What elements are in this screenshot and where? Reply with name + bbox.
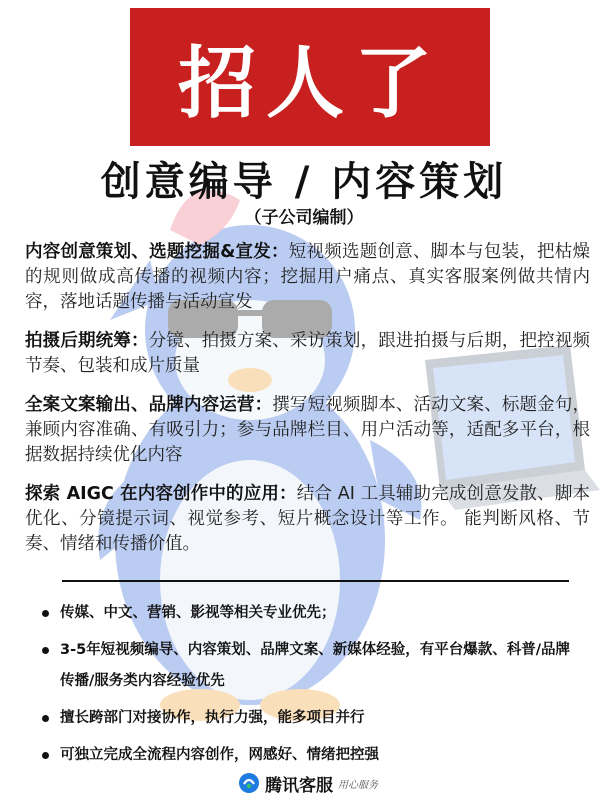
requirements-list [42,598,582,771]
footer-brand [238,770,378,796]
bullet-icon [42,647,49,654]
responsibility-lead: 内容创意策划、选题挖掘&宣发： [25,242,289,262]
bullet-icon [42,715,49,722]
responsibility-text: 撰写短视频脚本、活动文案、标题金句，兼顾内容准确、有吸引力；参与品牌栏目、用户活动等，适配多平台，根据数据持续优化内容 [25,395,591,465]
position-note: （子公司编制） [244,208,364,228]
bullet-icon [42,752,49,759]
requirement-text: 3-5年短视频编导、内容策划、品牌文案、新媒体经验，有平台爆款、科普/品牌传播/服务类内容经验优先 [60,642,570,689]
requirement-item [42,740,582,771]
responsibility-item [25,329,590,379]
requirement-text: 可独立完成全流程内容创作，网感好、情绪把控强 [60,747,379,763]
brand-name: 腾讯客服 [265,775,333,796]
requirement-item [42,635,582,697]
responsibility-lead: 拍摄后期统筹： [25,331,149,351]
responsibilities [25,240,590,571]
responsibility-item [25,240,590,315]
hiring-banner: 招人了 [130,8,490,146]
responsibility-text: 分镜、拍摄方案、采访策划，跟进拍摄与后期，把控视频节奏、包装和成片质量 [25,331,591,376]
requirement-item [42,703,582,734]
section-divider [62,580,569,582]
brand-slogan: 用心服务 [338,779,378,791]
tencent-customer-service-logo-icon [238,772,260,794]
requirement-text: 擅长跨部门对接协作，执行力强，能多项目并行 [60,710,365,726]
responsibility-text: 短视频选题创意、脚本与包装，把枯燥的规则做成高传播的视频内容；挖掘用户痛点、真实客服案例做共情内容，落地话题传播与活动宣发 [25,242,590,312]
responsibility-lead: 探索 AIGC 在内容创作中的应用： [25,484,297,504]
requirement-text: 传媒、中文、营销、影视等相关专业优先； [60,605,336,621]
responsibility-item [25,393,590,468]
responsibility-text: 结合 AI 工具辅助完成创意发散、脚本优化、分镜提示词、视觉参考、短片概念设计等工作。 能判断风格、节奏、情绪和传播价值。 [25,484,590,554]
position-title: 创意编导 / 内容策划 [100,159,508,205]
responsibility-lead: 全案文案输出、品牌内容运营： [25,395,273,415]
responsibility-item [25,482,590,557]
requirement-item [42,598,582,629]
bullet-icon [42,610,49,617]
